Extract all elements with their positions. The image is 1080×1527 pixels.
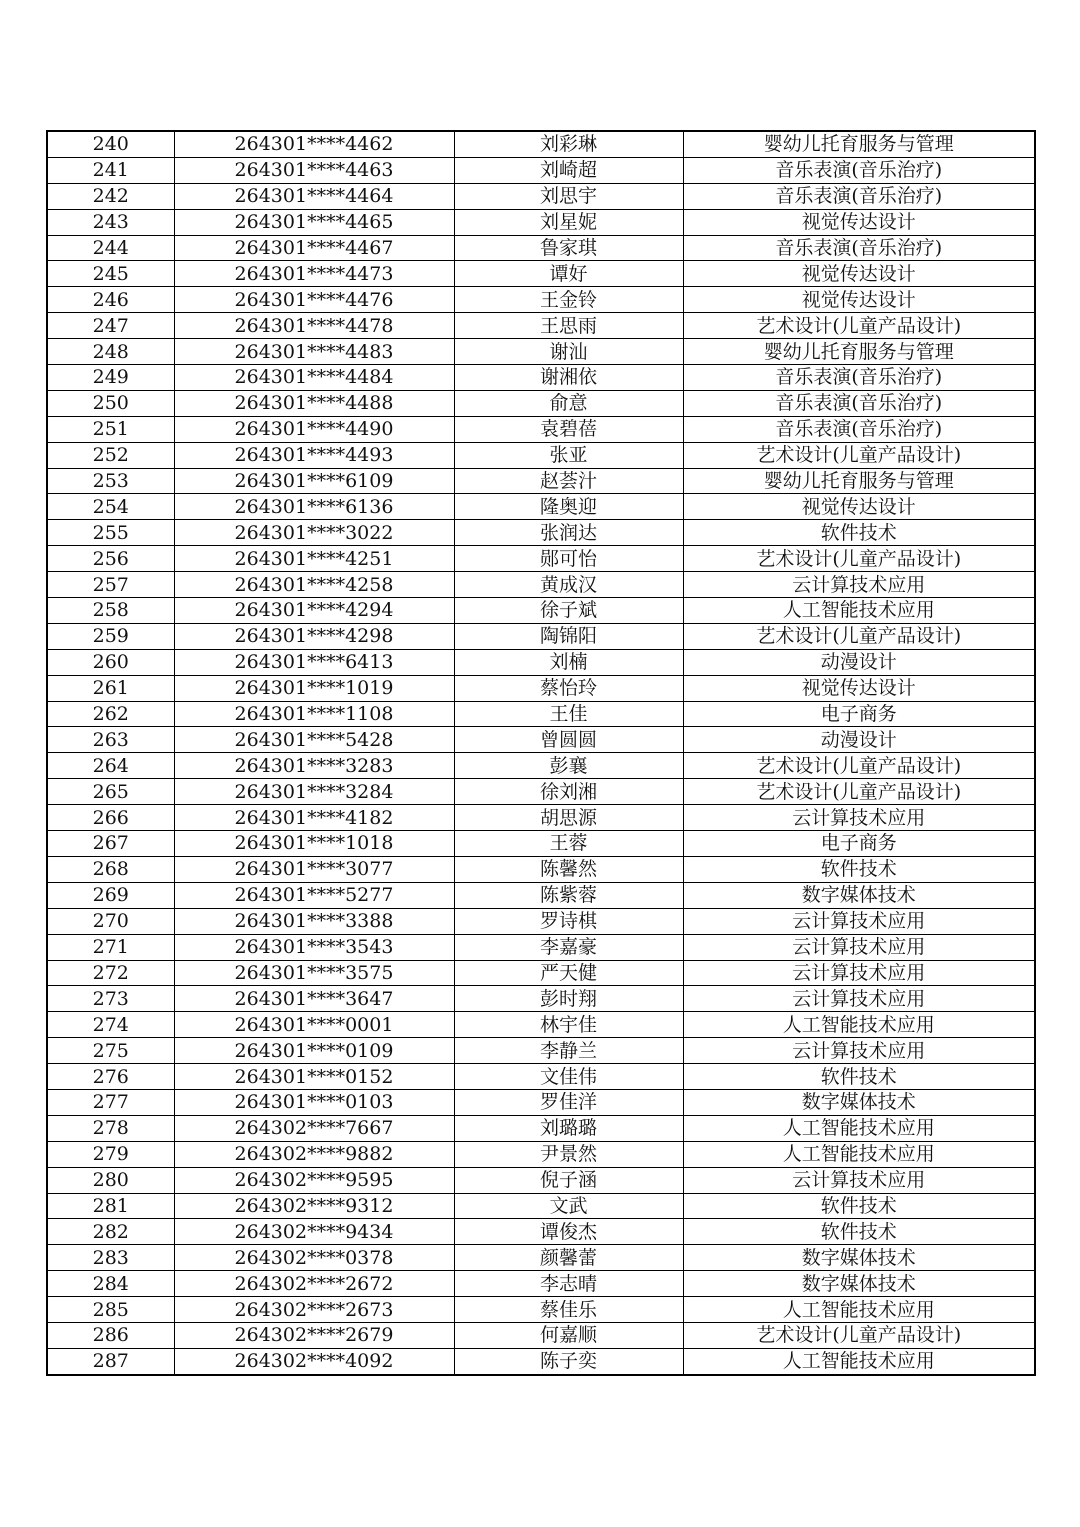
table-row <box>47 1219 1035 1245</box>
table-row <box>47 805 1035 831</box>
exam-id-cell: 264301****0152 <box>174 1064 454 1090</box>
major-cell: 艺术设计(儿童产品设计) <box>683 779 1035 805</box>
student-name-cell: 陈馨然 <box>454 856 683 882</box>
major-cell: 人工智能技术应用 <box>683 1115 1035 1141</box>
exam-id-cell: 264302****2673 <box>174 1297 454 1323</box>
exam-id-cell: 264301****5428 <box>174 727 454 753</box>
exam-id-cell: 264302****0378 <box>174 1245 454 1271</box>
row-number-cell: 245 <box>47 261 174 287</box>
major-cell: 婴幼儿托育服务与管理 <box>683 468 1035 494</box>
exam-id-cell: 264301****4463 <box>174 157 454 183</box>
major-cell: 音乐表演(音乐治疗) <box>683 365 1035 391</box>
table-row <box>47 520 1035 546</box>
major-cell: 人工智能技术应用 <box>683 598 1035 624</box>
table-row <box>47 986 1035 1012</box>
exam-id-cell: 264301****4464 <box>174 183 454 209</box>
student-name-cell: 陶锦阳 <box>454 623 683 649</box>
major-cell: 人工智能技术应用 <box>683 1141 1035 1167</box>
student-name-cell: 曾圆圆 <box>454 727 683 753</box>
row-number-cell: 246 <box>47 287 174 313</box>
major-cell: 云计算技术应用 <box>683 805 1035 831</box>
major-cell: 云计算技术应用 <box>683 1038 1035 1064</box>
major-cell: 艺术设计(儿童产品设计) <box>683 546 1035 572</box>
major-cell: 云计算技术应用 <box>683 572 1035 598</box>
exam-id-cell: 264301****4490 <box>174 416 454 442</box>
row-number-cell: 281 <box>47 1193 174 1219</box>
row-number-cell: 272 <box>47 960 174 986</box>
major-cell: 云计算技术应用 <box>683 934 1035 960</box>
student-name-cell: 陈紫蓉 <box>454 882 683 908</box>
table-row <box>47 572 1035 598</box>
student-name-cell: 文佳伟 <box>454 1064 683 1090</box>
student-name-cell: 谢湘依 <box>454 365 683 391</box>
row-number-cell: 263 <box>47 727 174 753</box>
exam-id-cell: 264301****1108 <box>174 701 454 727</box>
exam-id-cell: 264302****4092 <box>174 1348 454 1374</box>
student-name-cell: 罗佳洋 <box>454 1089 683 1115</box>
major-cell: 软件技术 <box>683 520 1035 546</box>
table-row <box>47 235 1035 261</box>
row-number-cell: 268 <box>47 856 174 882</box>
student-name-cell: 鲁家琪 <box>454 235 683 261</box>
major-cell: 数字媒体技术 <box>683 1245 1035 1271</box>
student-name-cell: 蔡佳乐 <box>454 1297 683 1323</box>
table-row <box>47 1245 1035 1271</box>
major-cell: 艺术设计(儿童产品设计) <box>683 1322 1035 1348</box>
row-number-cell: 282 <box>47 1219 174 1245</box>
student-name-cell: 颜馨蕾 <box>454 1245 683 1271</box>
exam-id-cell: 264301****4465 <box>174 209 454 235</box>
row-number-cell: 276 <box>47 1064 174 1090</box>
major-cell: 视觉传达设计 <box>683 287 1035 313</box>
table-row <box>47 701 1035 727</box>
major-cell: 软件技术 <box>683 856 1035 882</box>
student-name-cell: 彭襄 <box>454 753 683 779</box>
student-name-cell: 徐子斌 <box>454 598 683 624</box>
major-cell: 艺术设计(儿童产品设计) <box>683 442 1035 468</box>
row-number-cell: 269 <box>47 882 174 908</box>
student-roster-table <box>46 130 1036 1376</box>
table-row <box>47 1089 1035 1115</box>
table-row <box>47 598 1035 624</box>
exam-id-cell: 264301****3543 <box>174 934 454 960</box>
table-row <box>47 882 1035 908</box>
major-cell: 动漫设计 <box>683 649 1035 675</box>
exam-id-cell: 264301****0001 <box>174 1012 454 1038</box>
table-row <box>47 1322 1035 1348</box>
table-row <box>47 339 1035 365</box>
major-cell: 电子商务 <box>683 701 1035 727</box>
row-number-cell: 254 <box>47 494 174 520</box>
exam-id-cell: 264301****4467 <box>174 235 454 261</box>
row-number-cell: 258 <box>47 598 174 624</box>
row-number-cell: 280 <box>47 1167 174 1193</box>
row-number-cell: 252 <box>47 442 174 468</box>
student-name-cell: 谭俊杰 <box>454 1219 683 1245</box>
major-cell: 数字媒体技术 <box>683 1089 1035 1115</box>
major-cell: 视觉传达设计 <box>683 494 1035 520</box>
table-row <box>47 157 1035 183</box>
exam-id-cell: 264301****4478 <box>174 313 454 339</box>
table-row <box>47 623 1035 649</box>
row-number-cell: 255 <box>47 520 174 546</box>
row-number-cell: 274 <box>47 1012 174 1038</box>
exam-id-cell: 264301****3284 <box>174 779 454 805</box>
major-cell: 艺术设计(儿童产品设计) <box>683 623 1035 649</box>
row-number-cell: 283 <box>47 1245 174 1271</box>
table-row <box>47 1348 1035 1374</box>
table-row <box>47 494 1035 520</box>
student-name-cell: 谢汕 <box>454 339 683 365</box>
table-row <box>47 727 1035 753</box>
row-number-cell: 262 <box>47 701 174 727</box>
major-cell: 音乐表演(音乐治疗) <box>683 416 1035 442</box>
row-number-cell: 243 <box>47 209 174 235</box>
table-row <box>47 960 1035 986</box>
table-row <box>47 649 1035 675</box>
major-cell: 艺术设计(儿童产品设计) <box>683 753 1035 779</box>
exam-id-cell: 264301****0109 <box>174 1038 454 1064</box>
exam-id-cell: 264301****3647 <box>174 986 454 1012</box>
row-number-cell: 270 <box>47 908 174 934</box>
major-cell: 婴幼儿托育服务与管理 <box>683 339 1035 365</box>
table-row <box>47 1038 1035 1064</box>
student-name-cell: 刘崎超 <box>454 157 683 183</box>
exam-id-cell: 264302****2679 <box>174 1322 454 1348</box>
table-row <box>47 753 1035 779</box>
major-cell: 数字媒体技术 <box>683 882 1035 908</box>
student-name-cell: 隆奥迎 <box>454 494 683 520</box>
student-name-cell: 林宇佳 <box>454 1012 683 1038</box>
student-name-cell: 李志晴 <box>454 1271 683 1297</box>
roster-body <box>47 131 1035 1375</box>
major-cell: 软件技术 <box>683 1219 1035 1245</box>
row-number-cell: 259 <box>47 623 174 649</box>
student-name-cell: 倪子涵 <box>454 1167 683 1193</box>
table-row <box>47 209 1035 235</box>
row-number-cell: 279 <box>47 1141 174 1167</box>
row-number-cell: 286 <box>47 1322 174 1348</box>
student-name-cell: 黄成汉 <box>454 572 683 598</box>
student-name-cell: 李静兰 <box>454 1038 683 1064</box>
row-number-cell: 271 <box>47 934 174 960</box>
major-cell: 数字媒体技术 <box>683 1271 1035 1297</box>
student-name-cell: 王金铃 <box>454 287 683 313</box>
major-cell: 软件技术 <box>683 1193 1035 1219</box>
row-number-cell: 261 <box>47 675 174 701</box>
student-name-cell: 赵荟汁 <box>454 468 683 494</box>
student-name-cell: 罗诗棋 <box>454 908 683 934</box>
exam-id-cell: 264301****4294 <box>174 598 454 624</box>
exam-id-cell: 264301****4493 <box>174 442 454 468</box>
row-number-cell: 265 <box>47 779 174 805</box>
exam-id-cell: 264302****7667 <box>174 1115 454 1141</box>
major-cell: 云计算技术应用 <box>683 908 1035 934</box>
exam-id-cell: 264302****9312 <box>174 1193 454 1219</box>
exam-id-cell: 264302****2672 <box>174 1271 454 1297</box>
row-number-cell: 250 <box>47 390 174 416</box>
student-name-cell: 彭时翔 <box>454 986 683 1012</box>
major-cell: 音乐表演(音乐治疗) <box>683 157 1035 183</box>
student-name-cell: 郧可怡 <box>454 546 683 572</box>
student-name-cell: 王蓉 <box>454 831 683 857</box>
student-name-cell: 李嘉豪 <box>454 934 683 960</box>
table-row <box>47 1064 1035 1090</box>
table-row <box>47 1115 1035 1141</box>
row-number-cell: 248 <box>47 339 174 365</box>
exam-id-cell: 264301****4258 <box>174 572 454 598</box>
student-name-cell: 文武 <box>454 1193 683 1219</box>
major-cell: 艺术设计(儿童产品设计) <box>683 313 1035 339</box>
exam-id-cell: 264301****3575 <box>174 960 454 986</box>
student-name-cell: 严天健 <box>454 960 683 986</box>
student-name-cell: 张润达 <box>454 520 683 546</box>
table-row <box>47 779 1035 805</box>
major-cell: 人工智能技术应用 <box>683 1348 1035 1374</box>
exam-id-cell: 264301****6109 <box>174 468 454 494</box>
exam-id-cell: 264302****9434 <box>174 1219 454 1245</box>
row-number-cell: 273 <box>47 986 174 1012</box>
major-cell: 软件技术 <box>683 1064 1035 1090</box>
row-number-cell: 264 <box>47 753 174 779</box>
exam-id-cell: 264301****0103 <box>174 1089 454 1115</box>
table-row <box>47 908 1035 934</box>
row-number-cell: 260 <box>47 649 174 675</box>
major-cell: 视觉传达设计 <box>683 209 1035 235</box>
student-name-cell: 徐刘湘 <box>454 779 683 805</box>
exam-id-cell: 264301****4476 <box>174 287 454 313</box>
table-row <box>47 313 1035 339</box>
table-row <box>47 261 1035 287</box>
student-name-cell: 谭好 <box>454 261 683 287</box>
major-cell: 人工智能技术应用 <box>683 1012 1035 1038</box>
student-name-cell: 张亚 <box>454 442 683 468</box>
student-name-cell: 袁碧蓓 <box>454 416 683 442</box>
exam-id-cell: 264302****9882 <box>174 1141 454 1167</box>
row-number-cell: 249 <box>47 365 174 391</box>
table-row <box>47 1012 1035 1038</box>
major-cell: 云计算技术应用 <box>683 1167 1035 1193</box>
row-number-cell: 241 <box>47 157 174 183</box>
row-number-cell: 277 <box>47 1089 174 1115</box>
major-cell: 视觉传达设计 <box>683 675 1035 701</box>
row-number-cell: 240 <box>47 131 174 157</box>
table-row <box>47 934 1035 960</box>
table-row <box>47 416 1035 442</box>
table-row <box>47 390 1035 416</box>
exam-id-cell: 264301****4483 <box>174 339 454 365</box>
table-row <box>47 831 1035 857</box>
exam-id-cell: 264301****3022 <box>174 520 454 546</box>
row-number-cell: 244 <box>47 235 174 261</box>
major-cell: 婴幼儿托育服务与管理 <box>683 131 1035 157</box>
table-row <box>47 1271 1035 1297</box>
table-row <box>47 287 1035 313</box>
table-row <box>47 675 1035 701</box>
table-row <box>47 1141 1035 1167</box>
major-cell: 人工智能技术应用 <box>683 1297 1035 1323</box>
row-number-cell: 275 <box>47 1038 174 1064</box>
exam-id-cell: 264301****4462 <box>174 131 454 157</box>
table-row <box>47 1193 1035 1219</box>
row-number-cell: 253 <box>47 468 174 494</box>
student-name-cell: 刘思宇 <box>454 183 683 209</box>
table-row <box>47 856 1035 882</box>
major-cell: 音乐表演(音乐治疗) <box>683 390 1035 416</box>
student-name-cell: 刘楠 <box>454 649 683 675</box>
row-number-cell: 257 <box>47 572 174 598</box>
table-row <box>47 131 1035 157</box>
row-number-cell: 242 <box>47 183 174 209</box>
row-number-cell: 247 <box>47 313 174 339</box>
exam-id-cell: 264301****4473 <box>174 261 454 287</box>
exam-id-cell: 264301****1019 <box>174 675 454 701</box>
row-number-cell: 256 <box>47 546 174 572</box>
student-name-cell: 尹景然 <box>454 1141 683 1167</box>
student-name-cell: 蔡怡玲 <box>454 675 683 701</box>
row-number-cell: 267 <box>47 831 174 857</box>
major-cell: 云计算技术应用 <box>683 960 1035 986</box>
student-name-cell: 胡思源 <box>454 805 683 831</box>
student-name-cell: 何嘉顺 <box>454 1322 683 1348</box>
student-name-cell: 王思雨 <box>454 313 683 339</box>
student-name-cell: 陈子奕 <box>454 1348 683 1374</box>
student-name-cell: 俞意 <box>454 390 683 416</box>
table-row <box>47 183 1035 209</box>
row-number-cell: 285 <box>47 1297 174 1323</box>
major-cell: 音乐表演(音乐治疗) <box>683 235 1035 261</box>
row-number-cell: 287 <box>47 1348 174 1374</box>
student-name-cell: 刘星妮 <box>454 209 683 235</box>
row-number-cell: 284 <box>47 1271 174 1297</box>
row-number-cell: 251 <box>47 416 174 442</box>
exam-id-cell: 264301****3388 <box>174 908 454 934</box>
exam-id-cell: 264301****6413 <box>174 649 454 675</box>
table-row <box>47 468 1035 494</box>
table-row <box>47 1297 1035 1323</box>
row-number-cell: 266 <box>47 805 174 831</box>
student-name-cell: 王佳 <box>454 701 683 727</box>
table-row <box>47 365 1035 391</box>
table-row <box>47 442 1035 468</box>
exam-id-cell: 264301****4298 <box>174 623 454 649</box>
student-name-cell: 刘璐璐 <box>454 1115 683 1141</box>
major-cell: 动漫设计 <box>683 727 1035 753</box>
major-cell: 音乐表演(音乐治疗) <box>683 183 1035 209</box>
exam-id-cell: 264301****1018 <box>174 831 454 857</box>
exam-id-cell: 264301****4251 <box>174 546 454 572</box>
exam-id-cell: 264301****4484 <box>174 365 454 391</box>
major-cell: 云计算技术应用 <box>683 986 1035 1012</box>
exam-id-cell: 264301****4488 <box>174 390 454 416</box>
exam-id-cell: 264302****9595 <box>174 1167 454 1193</box>
exam-id-cell: 264301****3077 <box>174 856 454 882</box>
exam-id-cell: 264301****5277 <box>174 882 454 908</box>
major-cell: 视觉传达设计 <box>683 261 1035 287</box>
major-cell: 电子商务 <box>683 831 1035 857</box>
student-name-cell: 刘彩琳 <box>454 131 683 157</box>
exam-id-cell: 264301****4182 <box>174 805 454 831</box>
exam-id-cell: 264301****6136 <box>174 494 454 520</box>
table-row <box>47 546 1035 572</box>
exam-id-cell: 264301****3283 <box>174 753 454 779</box>
row-number-cell: 278 <box>47 1115 174 1141</box>
table-row <box>47 1167 1035 1193</box>
